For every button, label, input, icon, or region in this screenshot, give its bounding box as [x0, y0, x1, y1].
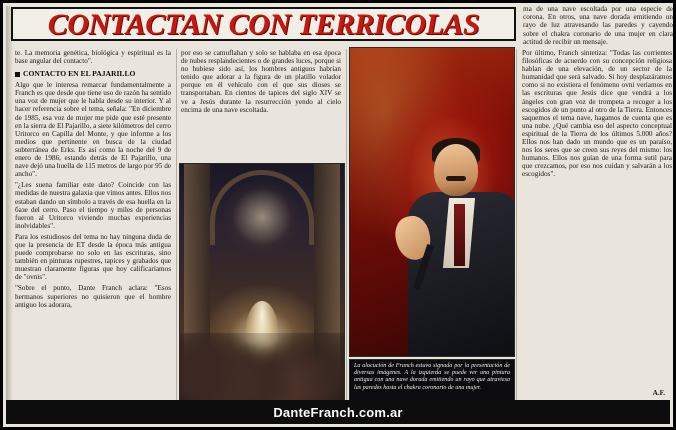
column1-paragraph-3: Para los estudiosos del tema no hay ninguna duda de que la presencia de ET desde la época más antigua puede comprobarse no solo en las escrituras, sino también en pinturas rupestres, tapices y grabados que muestran claramente figuras que hoy calificaríamos de "ovnis".: [15, 232, 171, 282]
column1-paragraph-2: "¿Les suena familiar este dato? Coincide con las medidas de nuestra galaxia que vimos antes. Ellos nos estaban dando un símbolo a través de esa huella en la базе del cerro. Paso el tiempo y miles de personas fueron al Uritorco viviendo muchas experiencias inolvidables".: [15, 181, 171, 230]
speaker-photo-art: [350, 48, 514, 356]
page-title: CONTACTAN CON TERRICOLAS: [47, 8, 480, 41]
photo-caption: [349, 359, 515, 406]
headline-band: [11, 7, 516, 41]
section-heading: [15, 69, 171, 78]
column-divider-2: [346, 49, 347, 407]
column4-paragraph-1: Por último, Franch sintetiza: "Todas las corrientes filosóficas de acuerdo con su concepción religiosa hablan de una elevación, de un sector de la humanidad que será salvado. Si hoy desplazáramos como si no existiera el fenómeno ovni veríamos en las escrituras que Jesús dice que vendrá a los ángeles con gran voz de trompeta a recoger a los escogidos de un punto al otro de la Tierra. Entonces saquemos el tema nave, hagamos de cuenta que es una nube. ¿Qué cambia eso del aspecto conceptual espiritual de la Tierra de los últimos 5.000 años? Ellos nos han dado un mundo que es un paraíso, nos los seres que se creen sus reyes del mismo: los humanos. Ellos nos guían de una forma sutil para que crezcamos, por eso nos cuidan y salvarán a los escogidos".: [522, 49, 672, 179]
painting-arch: [210, 170, 314, 245]
square-bullet-icon: [15, 72, 20, 77]
footer-watermark: [6, 400, 670, 424]
header-right-paragraph: ma de una nave escoltada por una especie de corona. En otros, una nave dorada emitiendo un rayo de luz atravesando las paredes y cayendo sobre el chakra coronario de una mujer en clara actitud de recibir un mensaje.: [523, 5, 673, 46]
column1-lead-paragraph: te. La memoria genética, biológica y espiritual es la base angular del contacto".: [15, 49, 171, 66]
page-gutter-shadow: [6, 6, 13, 400]
header-right-text: [520, 3, 676, 47]
photo-caption-text: La alocución de Franch estuvo signada por la presentación de diversas imágenes. A la izquierda se puede ver una pintura antigua con una nave dorada emitiendo un rayo que atraviesa las paredes hasta el chakra coronario de una mujer.: [354, 363, 510, 391]
article-column-4: [519, 47, 675, 422]
column2-paragraph-1: por eso se camuflaban y solo se hablaba en esa época de nubes resplandecientes o de grandes luces, porque si no hubiese sido así, los hombres antiguos habrían tenido que adorar a la figura de un platillo volador porque en él vehículo con el que sus dioses se transportaban. En cientos de tapices del siglo XIV se ve a Jesús durante la resurrección yendo al cielo encima de una nave escoltada.: [181, 49, 341, 114]
site-url: DanteFranch.com.ar: [273, 404, 403, 420]
painting-art: [180, 164, 344, 405]
speaker-face: [434, 144, 478, 196]
speaker-tie: [454, 204, 465, 266]
column-divider-1: [176, 49, 177, 407]
section-heading-label: CONTACTO EN EL PAJARILLO: [23, 69, 136, 79]
column-divider-3: [516, 49, 517, 407]
author-initials: A.F.: [652, 389, 665, 397]
painting-crowd: [180, 333, 344, 405]
speaker-photo: [349, 47, 515, 357]
antique-painting-image: [179, 163, 345, 406]
article-column-1: [13, 47, 175, 422]
column1-paragraph-1: Algo que le interesa remarcar fundamentalmente a Franch es que desde que tiene uso de razón ha sentido una voz de mujer que le habla desde su interior. Y al hacer referencia sobre el tema, señala: "En diciembre de 1985, esa voz de mujer me pide que esté presente en la sierra de El Pajarillo, a siete kilómetros del cerro Uritorco en Capilla del Monte, y que informe a los medios que pertinente en busca de la ciudad subterránea de Erks. Es así como la noche del 9 de enero de 1986, estando detrás de El Pajarillo, una nave dejó una huella de 115 metros de largo por 95 de ancho".: [15, 81, 171, 179]
speaker-moustache: [446, 176, 466, 181]
column1-paragraph-4: "Sobre el punto, Dante Franch aclara: "Esos hermanos superiores no quisieron que el hombre antiguo los adorara,: [15, 284, 171, 309]
